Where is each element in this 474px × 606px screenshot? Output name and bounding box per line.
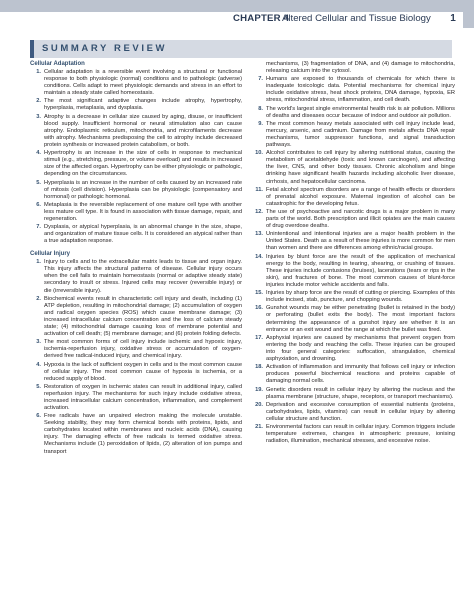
item-text: Cellular adaptation is a reversible event involving a structural or functional response to both physiologic (normal) conditions and to pathologic (adverse) conditions. Cells adapt to meet physiologic demands and stress in an effort to maintain a steady state called homeostasis. xyxy=(44,69,242,97)
item-number: 18. xyxy=(255,364,263,371)
item-text: Environmental factors can result in cellular injury. Common triggers include temperature extremes, changes in atmospheric pressure, ionising radiation, illumination, mechanical stresses, and excessive noise. xyxy=(266,424,455,445)
page-number: 1 xyxy=(450,13,456,24)
item-number: 6. xyxy=(36,201,41,208)
summary-list-item xyxy=(252,305,455,333)
item-number: 5. xyxy=(36,179,41,186)
item-text: Injuries by blunt force are the result of the application of mechanical energy to the body, resulting in tearing, shearing, or crushing of tissues. These injuries include contusions (bruises), lacerations (tears or rips in the skin), and fractures of bone. The most common causes of blunt-force injuries include motor vehicle accidents and falls. xyxy=(266,253,455,288)
item-number: 2. xyxy=(36,98,41,105)
summary-list-item xyxy=(252,76,455,104)
item-text: mechanisms, (3) fragmentation of DNA, and (4) damage to mitochondria, releasing calcium into the cytosol. xyxy=(266,61,455,75)
item-number: 13. xyxy=(255,231,263,238)
item-number: 15. xyxy=(255,290,263,297)
summary-list-item xyxy=(30,180,242,201)
item-text: The most common heavy metals associated with cell injury include lead, mercury, arsenic, and cadmium. Damage from metals affects DNA repair mechanisms, tumor suppressor functions, and signal transduction pathways. xyxy=(266,120,455,149)
summary-list-item xyxy=(252,121,455,149)
summary-list-item xyxy=(30,69,242,97)
summary-list-item xyxy=(252,231,455,252)
summary-list-item xyxy=(30,150,242,178)
item-text: Dysplasia, or atypical hyperplasia, is an abnormal change in the size, shape, and organization of mature tissue cells. It is considered an atypical rather than a true adaptation response. xyxy=(44,224,242,245)
item-text: The most common forms of cell injury include ischemic and hypoxic injury, ischemia-reperfusion injury, oxidative stress or accumulation of oxygen-derived free radical-induced injury, and chemical injury. xyxy=(44,339,242,360)
section-heading: Cellular Adaptation xyxy=(30,61,85,67)
summary-list-item xyxy=(30,98,242,112)
item-number: 7. xyxy=(36,224,41,231)
chapter-number: CHAPTER 4 xyxy=(233,13,290,24)
summary-list-item xyxy=(30,296,242,338)
summary-list-item xyxy=(30,114,242,149)
summary-list-item xyxy=(30,362,242,383)
item-text: Metaplasia is the reversible replacement of one mature cell type with another less mature cell type. It is found in association with tissue damage, repair, and regeneration. xyxy=(44,201,242,222)
summary-list-item xyxy=(252,402,455,423)
item-number: 19. xyxy=(255,386,263,393)
item-number: 10. xyxy=(255,150,263,157)
item-number: 9. xyxy=(258,120,263,127)
summary-list-item xyxy=(30,224,242,245)
item-number: 8. xyxy=(258,105,263,112)
item-number: 4. xyxy=(36,361,41,368)
item-text: Injuries by sharp force are the result of cutting or piercing. Examples of this include incised, stab, puncture, and chopping wounds. xyxy=(266,290,455,304)
summary-list-item xyxy=(252,364,455,385)
item-number: 3. xyxy=(36,339,41,346)
summary-list-item xyxy=(30,202,242,223)
right-column xyxy=(252,61,455,446)
item-number: 4. xyxy=(36,150,41,157)
chapter-title: Altered Cellular and Tissue Biology xyxy=(282,13,431,24)
item-number: 1. xyxy=(36,69,41,76)
item-text: Humans are exposed to thousands of chemicals for which there is inadequate toxicologic data. Potential mechanisms for chemical injury include oxidative stress, heat shock proteins, DNA damage, hypoxia, ER stress, mitochondrial stress, inflammation, and cell death. xyxy=(266,76,455,104)
left-column xyxy=(30,61,242,457)
summary-list-item xyxy=(252,61,455,75)
summary-list-item xyxy=(252,387,455,401)
item-number: 1. xyxy=(36,259,41,266)
item-text: Activation of inflammation and immunity that follows cell injury or infection produces powerful biochemical reactions and proteins capable of damaging normal cells. xyxy=(266,364,455,385)
item-text: Injury to cells and to the extracellular matrix leads to tissue and organ injury. This injury affects the structural patterns of disease. Cellular injury occurs when the cell fails to maintain homeostasis (normal or adaptive steady state) secondary to insult or stress. Injured cells may recover (reversible injury) or die (irreversible injury). xyxy=(44,259,242,294)
item-text: Hyperplasia is an increase in the number of cells caused by an increased rate of mitosis (cell division). Hyperplasia can be physiologic (compensatory and hormonal) or pathologic hormonal. xyxy=(44,179,242,200)
item-text: Genetic disorders result in cellular injury by altering the nucleus and the plasma membrane (structure, shape, receptors, or transport mechanisms). xyxy=(266,386,455,400)
chapter-label xyxy=(233,13,289,24)
item-text: Atrophy is a decrease in cellular size caused by aging, disuse, or insufficient blood supply. Insufficient hormonal or neural stimulation also can cause atrophy. Endoplasmic reticulum, mitochondria, and microfilaments decrease with atrophy. Mechanisms predisposing the cell to atrophy include decreased protein synthesis or increased protein catabolism, or both. xyxy=(44,113,242,148)
item-number: 7. xyxy=(258,76,263,83)
summary-list-item xyxy=(252,290,455,304)
item-text: Hypertrophy is an increase in the size of cells in response to mechanical stimuli (e.g., stretching, pressure, or volume overload) and results in increased size of the affected organ. Hypertrophy can be either physiologic or pathologic, depending on the circumstances. xyxy=(44,150,242,178)
item-number: 21. xyxy=(255,424,263,431)
section-heading: Cellular Injury xyxy=(30,251,71,258)
summary-list-item xyxy=(30,259,242,294)
summary-list-item xyxy=(252,150,455,185)
item-text: The most significant adaptive changes include atrophy, hypertrophy, hyperplasia, metaplasia, and dysplasia. xyxy=(44,98,242,112)
summary-list-item xyxy=(30,339,242,360)
summary-list-item xyxy=(252,335,455,363)
item-text: Restoration of oxygen in ischemic states can result in additional injury, called reperfusion injury. The mechanisms for such injury include oxidative stress, increased intracellular calcium concentration, inflammation, and complement activation. xyxy=(44,383,242,412)
summary-review-title: SUMMARY REVIEW xyxy=(42,43,168,54)
item-number: 17. xyxy=(255,334,263,341)
summary-list-item xyxy=(30,384,242,412)
item-text: Hypoxia is the lack of sufficient oxygen in cells and is the most common cause of cellular injury. The most common cause of hypoxia is ischemia, or a reduced supply of blood. xyxy=(44,361,242,382)
item-text: The use of psychoactive and narcotic drugs is a major problem in many parts of the world. Both prescription and illicit opiates are the main causes of drug overdose deaths. xyxy=(266,209,455,230)
item-text: Free radicals have an unpaired electron making the molecule unstable. Seeking stability, they may form chemical bonds with proteins, lipids, and carbohydrates located within membranes and nucleic acids (DNA), causing injury. The damaging effects of free radicals is termed oxidative stress. Mechanisms include (1) peroxidation of lipids, (2) alteration of ion pumps and transport xyxy=(44,413,242,455)
summary-list-item xyxy=(252,254,455,289)
item-number: 20. xyxy=(255,401,263,408)
item-number: 12. xyxy=(255,209,263,216)
summary-list-item xyxy=(252,424,455,445)
item-text: Unintentional and intentional injuries are a major health problem in the United States. Death as a result of these injuries is more common for men than women and there are differences among ethnic/racial groups. xyxy=(266,231,455,252)
item-text: Alcohol contributes to cell injury by altering nutritional status, causing the metabolism of acetaldehyde (toxic and known carcinogen), and affecting the liver, CNS, and other body tissues. Chronic alcoholism and binge drinking have significant health hazards including alcoholic liver disease, cirrhosis, and hepatocellular carcinoma. xyxy=(266,150,455,185)
item-number: 14. xyxy=(255,253,263,260)
summary-list-item xyxy=(252,187,455,208)
item-number: 11. xyxy=(255,186,263,193)
item-text: Fetal alcohol spectrum disorders are a range of health effects or disorders of prenatal alcohol exposure. Maternal ingestion of alcohol can be catastrophic for the developing fetus. xyxy=(266,186,455,207)
item-number: 3. xyxy=(36,113,41,120)
item-text: Biochemical events result in characteristic cell injury and death, including (1) ATP depletion, resulting in mitochondrial damage; (2) accumulation of oxygen and radical oxygen species (ROS) which cause membrane damage; (3) increased intracellular calcium concentration and the loss of calcium steady state; (4) mitochondrial damage causing loss of membrane potential and activation of cell death; (5) membrane damage; and (6) protein folding defects. xyxy=(44,295,242,337)
item-text: Gunshot wounds may be either penetrating (bullet is retained in the body) or perforating (bullet exits the body). The most important factors determining the appearance of a gunshot injury are whether it is an entrance or an exit wound and the range at which the bullet was fired. xyxy=(266,305,455,333)
summary-list-item xyxy=(252,106,455,120)
summary-list-item xyxy=(252,209,455,230)
item-text: Deprivation and excessive consumption of essential nutrients (proteins, carbohydrates, lipids, vitamins) can result in cellular injury by altering cellular structure and function. xyxy=(266,401,455,422)
item-number: 6. xyxy=(36,413,41,420)
item-text: The world's largest single environmental health risk is air pollution. Millions of deaths and diseases occur because of indoor and outdoor air pollution. xyxy=(266,105,455,119)
item-number: 5. xyxy=(36,383,41,390)
item-number: 16. xyxy=(255,305,263,312)
item-number: 2. xyxy=(36,295,41,302)
summary-list-item xyxy=(30,413,242,455)
item-text: Asphyxial injuries are caused by mechanisms that prevent oxygen from entering the body and reaching the cells. These injuries can be grouped into four general categories: suffocation, strangulation, chemical asphyxiation, and drowning. xyxy=(266,334,455,362)
